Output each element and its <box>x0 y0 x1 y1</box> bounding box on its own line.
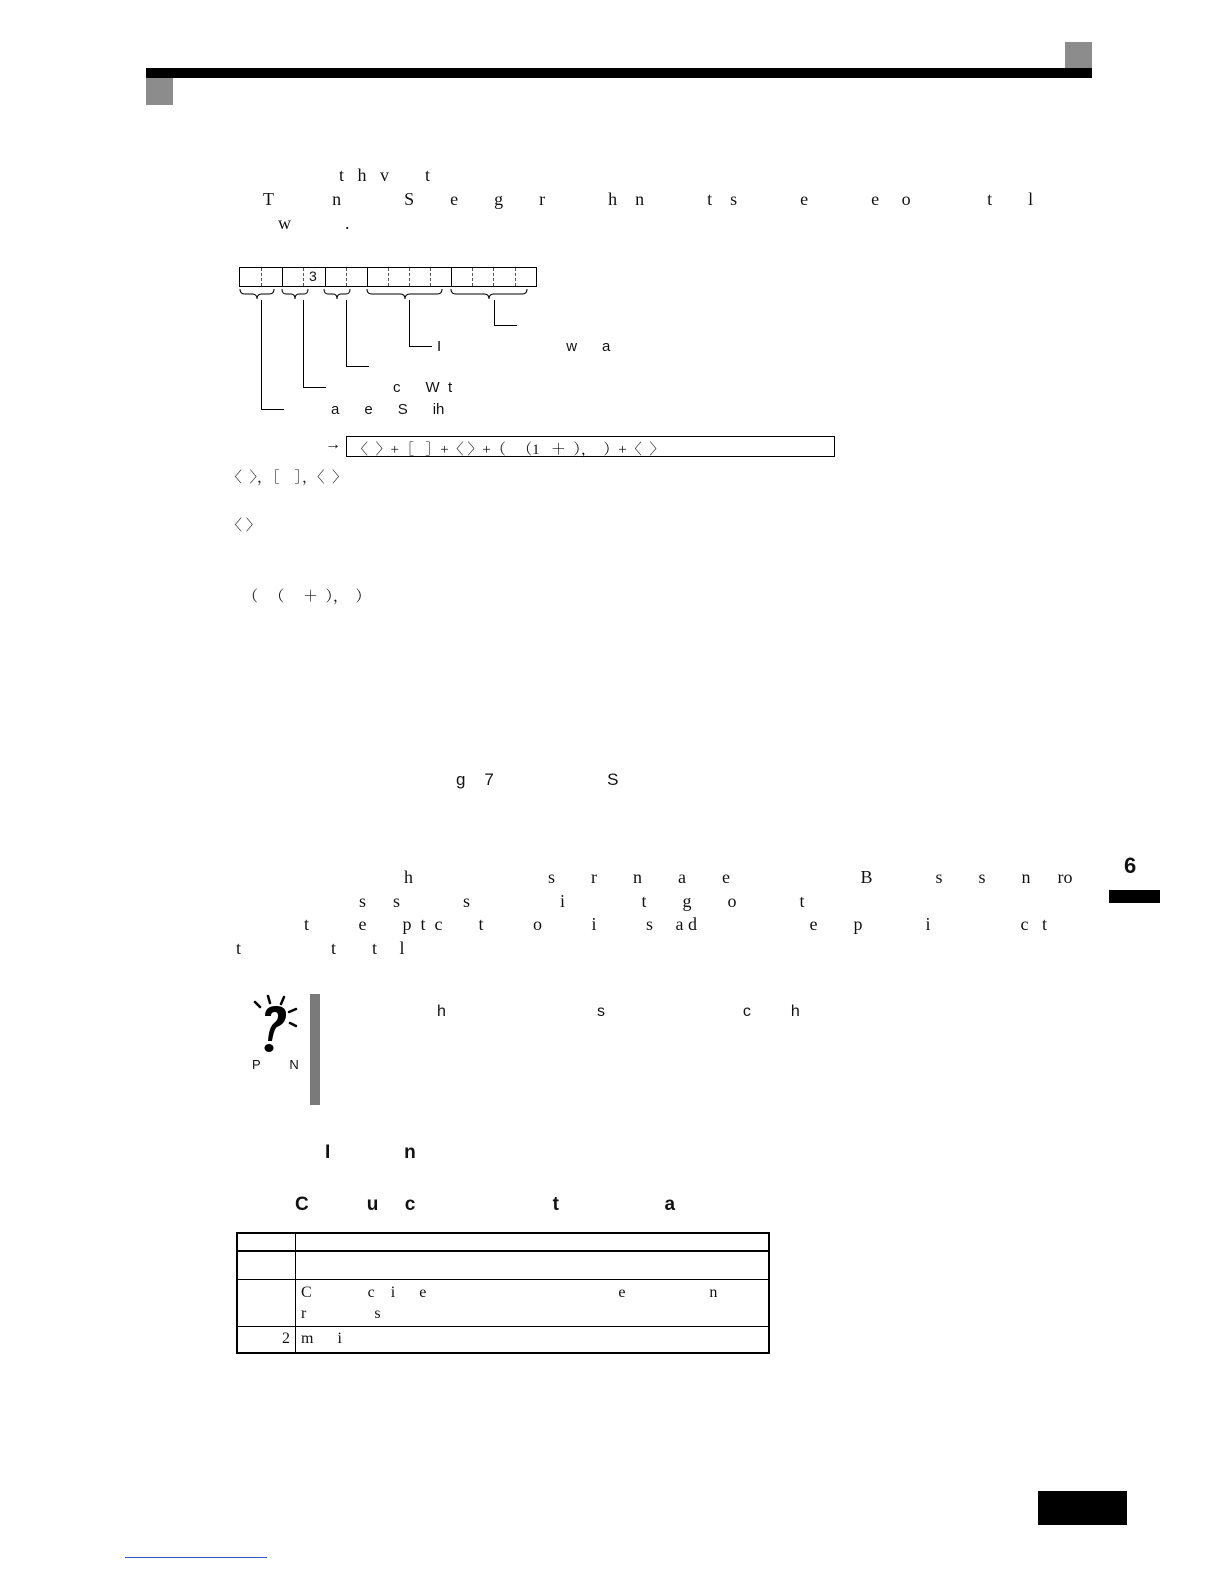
header-corner-block-right <box>1065 42 1092 69</box>
header-corner-block-left <box>146 78 173 105</box>
note-bar <box>310 994 320 1105</box>
chapter-number: 6 <box>1124 853 1137 878</box>
para-line-3: t e p t c t o i s a d e p i c t <box>304 914 1047 934</box>
register-cell-divider <box>261 268 262 286</box>
register-cell-divider <box>282 268 283 286</box>
table-cell-text: m i <box>296 1326 770 1353</box>
intro-line-1: t h v t <box>339 165 431 185</box>
table-cell-line: C c i e e n <box>301 1283 718 1301</box>
table-cell-num <box>237 1251 296 1279</box>
register-digit: 3 <box>309 268 317 284</box>
header-rule <box>146 68 1092 78</box>
formula-arrow: → <box>325 436 341 453</box>
footer-link-underline[interactable] <box>125 1557 267 1559</box>
register-cell-divider <box>367 268 368 286</box>
diagram-label-code: c W t <box>393 379 453 396</box>
page-number-box <box>1038 1491 1127 1525</box>
leader-line-code <box>303 300 326 388</box>
table-cell-text <box>296 1251 770 1279</box>
intro-line-2: T n S e g r h n t s e e o t l <box>263 189 1034 209</box>
note-text: h s c h <box>437 1003 800 1020</box>
table-cell-line: r s <box>301 1304 381 1322</box>
register-cell-divider <box>325 268 326 286</box>
section-heading: I n <box>325 1142 416 1163</box>
symbol-line-2: 〈 〉 <box>227 518 261 534</box>
register-cell-divider <box>451 268 452 286</box>
register-layout-box <box>239 267 537 287</box>
para-line-1: h s r n a e B s s n ro <box>404 867 1073 887</box>
chapter-tab-bar <box>1109 890 1160 903</box>
table-row <box>237 1279 769 1326</box>
para-line-2: s s s i t g o t <box>359 891 805 911</box>
register-cell-divider <box>388 268 389 286</box>
table-header-row <box>237 1233 769 1251</box>
table-row <box>237 1251 769 1279</box>
subheading: g 7 S <box>456 770 619 789</box>
register-cell-divider <box>472 268 473 286</box>
diagram-label-interval: I w a <box>437 338 611 355</box>
register-cell-divider <box>430 268 431 286</box>
register-cell-divider <box>493 268 494 286</box>
table-cell-num <box>237 1279 296 1326</box>
intro-line-3: w . <box>278 213 350 233</box>
table-cell-text <box>296 1279 770 1326</box>
leader-line-fc <box>346 300 369 367</box>
register-cell-divider <box>409 268 410 286</box>
table-header-cell <box>237 1233 296 1251</box>
symbol-line-3: （ （ ＋ ）， ） <box>243 589 371 605</box>
diagram-label-name: a e S ih <box>331 401 445 418</box>
formula-box: 〈 〉+［ ］+〈 〉+（ （1 ＋ ）， ）+〈 〉 <box>346 436 835 457</box>
table-heading: C u c t a <box>295 1194 676 1215</box>
note-caption: P N <box>252 1057 299 1072</box>
leader-line-interval <box>409 300 432 347</box>
table-row <box>237 1326 769 1353</box>
para-line-4: t t t l <box>236 938 405 958</box>
register-cell-divider <box>346 268 347 286</box>
data-table <box>236 1232 770 1354</box>
register-cell-divider <box>303 268 304 286</box>
table-cell-num: 2 <box>237 1326 296 1353</box>
register-cell-divider <box>515 268 516 286</box>
leader-line-data <box>494 300 517 326</box>
important-note-icon <box>248 994 298 1054</box>
table-header-cell <box>296 1233 770 1251</box>
symbol-line-1: 〈 〉，［ ］，〈 〉 <box>227 470 348 486</box>
leader-line-name <box>261 300 284 410</box>
